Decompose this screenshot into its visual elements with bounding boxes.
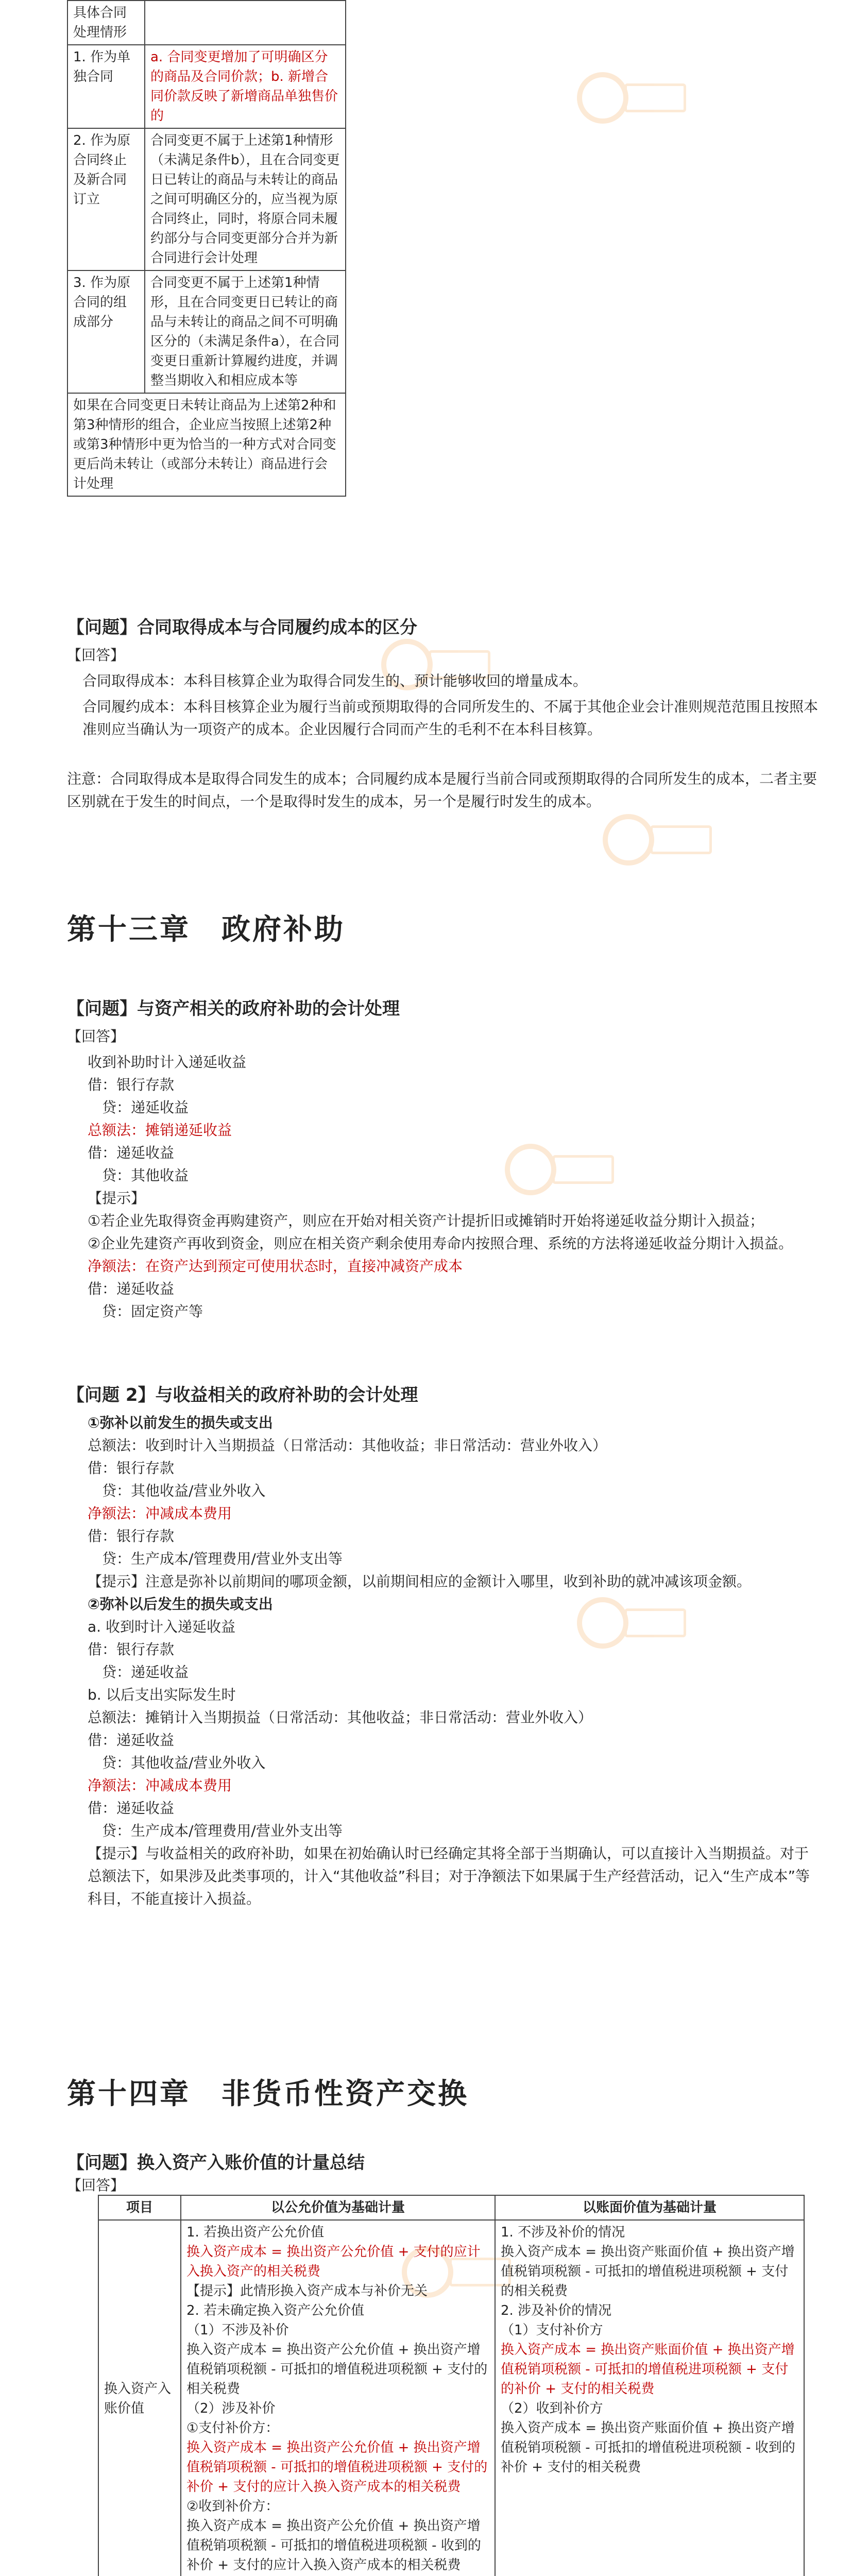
table-header: 以公允价值为基础计量 (181, 2195, 495, 2220)
line: ①若企业先取得资金再购建资产，则应在开始对相关资产计提折旧或摊销时开始将递延收益分期计入损益； (88, 1212, 764, 1229)
table-cell: 合同变更不属于上述第1种情形（未满足条件b），且在合同变更日已转让的商品与未转让的商品之间可明确区分的，应当视为原合同终止，同时，将原合同未履约部分与合同变更部分合并为新合同进行会计处理 (145, 128, 346, 270)
line: 换入资产成本 = 换出资产公允价值 + 换出资产增值税销项税额 - 可抵扣的增值税进项税额 + 支付的相关税费 (186, 2342, 488, 2397)
line: 借：递延收益 (88, 1280, 175, 1297)
paragraph: 合同取得成本：本科目核算企业为取得合同发生的、预计能够收回的增量成本。 (82, 672, 588, 689)
exchange-table-wrap (98, 2195, 804, 2576)
line: 收到补助时计入递延收益 (88, 1054, 247, 1071)
line: 净额法：冲减成本费用 (88, 1505, 232, 1522)
line: 总额法：摊销递延收益 (88, 1122, 232, 1139)
question-title: 【问题】与资产相关的政府补助的会计处理 (67, 998, 400, 1019)
line: 2. 涉及补价的情况 (501, 2303, 612, 2318)
line: 贷：生产成本/管理费用/营业外支出等 (88, 1550, 343, 1567)
line: ②企业先建资产再收到资金，则应在相关资产剩余使用寿命内按照合理、系统的方法将递延收益分期计入损益。 (88, 1235, 793, 1252)
line: a. 收到时计入递延收益 (88, 1618, 235, 1635)
table-header: 项目 (98, 2195, 181, 2220)
line: 净额法：在资产达到预定可使用状态时，直接冲减资产成本 (88, 1258, 463, 1275)
table-row (67, 128, 346, 270)
line: 换入资产成本 = 换出资产账面价值 + 换出资产增值税销项税额 - 可抵扣的增值税进项税额 + 支付的相关税费 (501, 2244, 795, 2299)
table-cell (181, 2220, 495, 2576)
line: 借：递延收益 (88, 1144, 175, 1161)
answer-tag: 【回答】 (67, 647, 125, 664)
table-row (67, 1, 346, 45)
line: （2）收到补价方 (501, 2401, 603, 2416)
line: 贷：递延收益 (88, 1099, 189, 1116)
line: 换入资产成本 = 换出资产公允价值 + 换出资产增值税销项税额 - 可抵扣的增值税进项税额 - 收到的补价 + 支付的应计入换入资产成本的相关税费 (186, 2518, 481, 2573)
line: 换入资产成本 = 换出资产公允价值 + 支付的应计入换入资产的相关税费 (186, 2244, 481, 2279)
exchange-table (98, 2195, 805, 2576)
line: 贷：固定资产等 (88, 1303, 203, 1320)
table-row-label: 换入资产入账价值 (98, 2220, 181, 2576)
table-row (67, 45, 346, 128)
table-cell: 3. 作为原合同的组成部分 (67, 270, 145, 393)
line: 2. 若未确定换入资产公允价值 (186, 2303, 365, 2318)
answer-block (88, 1051, 819, 1323)
line: 贷：递延收益 (88, 1664, 189, 1681)
paragraph: 合同履约成本：本科目核算企业为履行当前或预期取得的合同所发生的、不属于其他企业会计准则规范范围且按照本准则应当确认为一项资产的成本。企业因履行合同而产生的毛利不在本科目核算。 (82, 698, 819, 738)
line: 换入资产成本 = 换出资产公允价值 + 换出资产增值税销项税额 - 可抵扣的增值税进项税额 + 支付的补价 + 支付的应计入换入资产成本的相关税费 (186, 2440, 488, 2495)
line: 贷：其他收益/营业外收入 (88, 1482, 266, 1499)
line: （1）支付补价方 (501, 2323, 603, 2338)
line: 总额法：收到时计入当期损益（日常活动：其他收益；非日常活动：营业外收入） (88, 1437, 607, 1454)
line: 1. 若换出资产公允价值 (186, 2225, 325, 2240)
table-cell: 1. 作为单独合同 (67, 45, 145, 128)
table-header-row (98, 2195, 804, 2220)
table-cell (495, 2220, 804, 2576)
line: ②弥补以后发生的损失或支出 (88, 1596, 273, 1613)
line: （1）不涉及补价 (186, 2323, 289, 2338)
line: 【提示】注意是弥补以前期间的哪项金额，以前期间相应的金额计入哪里，收到补助的就冲减该项金额。 (88, 1573, 752, 1590)
line: 总额法：摊销计入当期损益（日常活动：其他收益；非日常活动：营业外收入） (88, 1709, 593, 1726)
line: 净额法：冲减成本费用 (88, 1777, 232, 1794)
chapter-title: 第十三章 政府补助 (67, 913, 345, 946)
answer-tag: 【回答】 (67, 2177, 125, 2194)
table-row (98, 2220, 804, 2576)
table-note: 如果在合同变更日未转让商品为上述第2种和第3种情形的组合，企业应当按照上述第2种或第3种情形中更为恰当的一种方式对合同变更后尚未转让（或部分未转让）商品进行会计处理 (67, 393, 346, 496)
chapter-title: 第十四章 非货币性资产交换 (67, 2077, 469, 2111)
line: （2）涉及补价 (186, 2401, 276, 2416)
table-row (67, 393, 346, 496)
question-title: 【问题】换入资产入账价值的计量总结 (67, 2153, 365, 2173)
line: 【提示】与收益相关的政府补助，如果在初始确认时已经确定其将全部于当期确认，可以直接计入当期损益。对于总额法下，如果涉及此类事项的，计入“其他收益”科目；对于净额法下如果属于生产经营活动，记入“生产成本”等科目，不能直接计入损益。 (88, 1845, 810, 1907)
line: 【提示】此情形换入资产成本与补价无关 (186, 2283, 428, 2299)
line: 借：银行存款 (88, 1076, 175, 1093)
answer-tag: 【回答】 (67, 1028, 125, 1045)
line: 贷：生产成本/管理费用/营业外支出等 (88, 1822, 343, 1839)
contract-change-table-wrap (67, 0, 345, 497)
watermark-logo-icon (577, 72, 690, 129)
line: ①支付补价方： (186, 2420, 279, 2436)
table-cell: a. 合同变更增加了可明确区分的商品及合同价款；b. 新增合同价款反映了新增商品单独售价的 (145, 45, 346, 128)
table-row (67, 270, 346, 393)
line: 借：递延收益 (88, 1800, 175, 1817)
line: 借：递延收益 (88, 1732, 175, 1749)
line: ②收到补价方： (186, 2499, 279, 2514)
paragraph: 注意：合同取得成本是取得合同发生的成本；合同履约成本是履行当前合同或预期取得的合同所发生的成本，二者主要区别就在于发生的时间点，一个是取得时发生的成本，另一个是履行时发生的成本。 (67, 770, 817, 810)
table-cell (145, 1, 346, 45)
line: ①弥补以前发生的损失或支出 (88, 1414, 273, 1431)
line: b. 以后支出实际发生时 (88, 1686, 236, 1703)
table-header: 以账面价值为基础计量 (495, 2195, 804, 2220)
line: 贷：其他收益/营业外收入 (88, 1754, 266, 1771)
line: 借：银行存款 (88, 1460, 175, 1477)
question-title: 【问题】合同取得成本与合同履约成本的区分 (67, 617, 417, 638)
watermark-logo-icon (603, 814, 716, 871)
line: 借：银行存款 (88, 1641, 175, 1658)
line: 换入资产成本 = 换出资产账面价值 + 换出资产增值税销项税额 - 可抵扣的增值税进项税额 - 收到的补价 + 支付的相关税费 (501, 2420, 795, 2475)
table-cell: 2. 作为原合同终止及新合同订立 (67, 128, 145, 270)
line: 换入资产成本 = 换出资产账面价值 + 换出资产增值税销项税额 - 可抵扣的增值税进项税额 + 支付的补价 + 支付的相关税费 (501, 2342, 795, 2397)
answer-block (88, 1412, 819, 1910)
table-cell: 具体合同处理情形 (67, 1, 145, 45)
line: 贷：其他收益 (88, 1167, 189, 1184)
line: 【提示】 (88, 1190, 146, 1207)
line: 1. 不涉及补价的情况 (501, 2225, 625, 2240)
line: 借：银行存款 (88, 1528, 175, 1545)
question-title: 【问题 2】与收益相关的政府补助的会计处理 (67, 1385, 418, 1405)
table-cell: 合同变更不属于上述第1种情形，且在合同变更日已转让的商品与未转让的商品之间不可明确区分的（未满足条件a），在合同变更日重新计算履约进度，并调整当期收入和相应成本等 (145, 270, 346, 393)
